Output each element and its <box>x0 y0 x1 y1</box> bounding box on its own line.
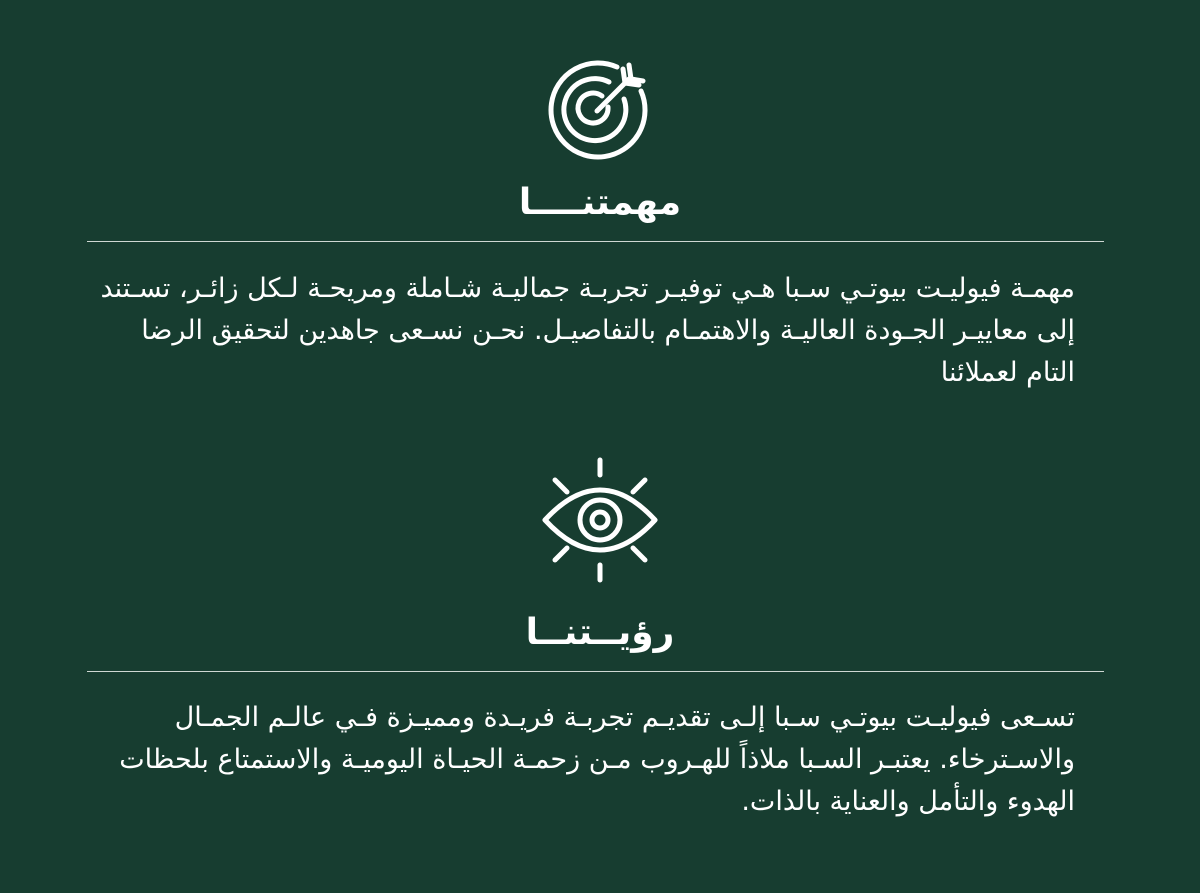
target-icon <box>545 55 655 165</box>
vision-text: تسـعى فيوليـت بيوتـي سـبا إلـى تقديـم تجربـة فريـدة ومميـزة فـي عالـم الجمـال والاسـترخاء. يعتبـر السـبا ملاذاً للهـروب مـن زحمـة الحيـاة اليوميـة والاستمتاع بلحظات الهدوء والتأمل والعناية بالذات. <box>119 702 1075 817</box>
vision-divider <box>87 671 1104 672</box>
mission-title: مهمتنــــا <box>518 182 682 223</box>
mission-divider <box>87 241 1104 242</box>
vision-title: رؤيــتنــا <box>525 612 675 653</box>
eye-icon <box>535 455 665 585</box>
mission-section <box>0 0 1200 400</box>
vision-section <box>0 440 1200 893</box>
mission-text: مهمـة فيوليـت بيوتـي سـبا هـي توفيـر تجربـة جماليـة شـاملة ومريحـة لـكل زائـر، تسـتند إلى معاييـر الجـودة العاليـة والاهتمـام بالتفاصيـل. نحـن نسـعى جاهدين لتحقيق الرضا التام لعملائنا <box>100 273 1075 388</box>
